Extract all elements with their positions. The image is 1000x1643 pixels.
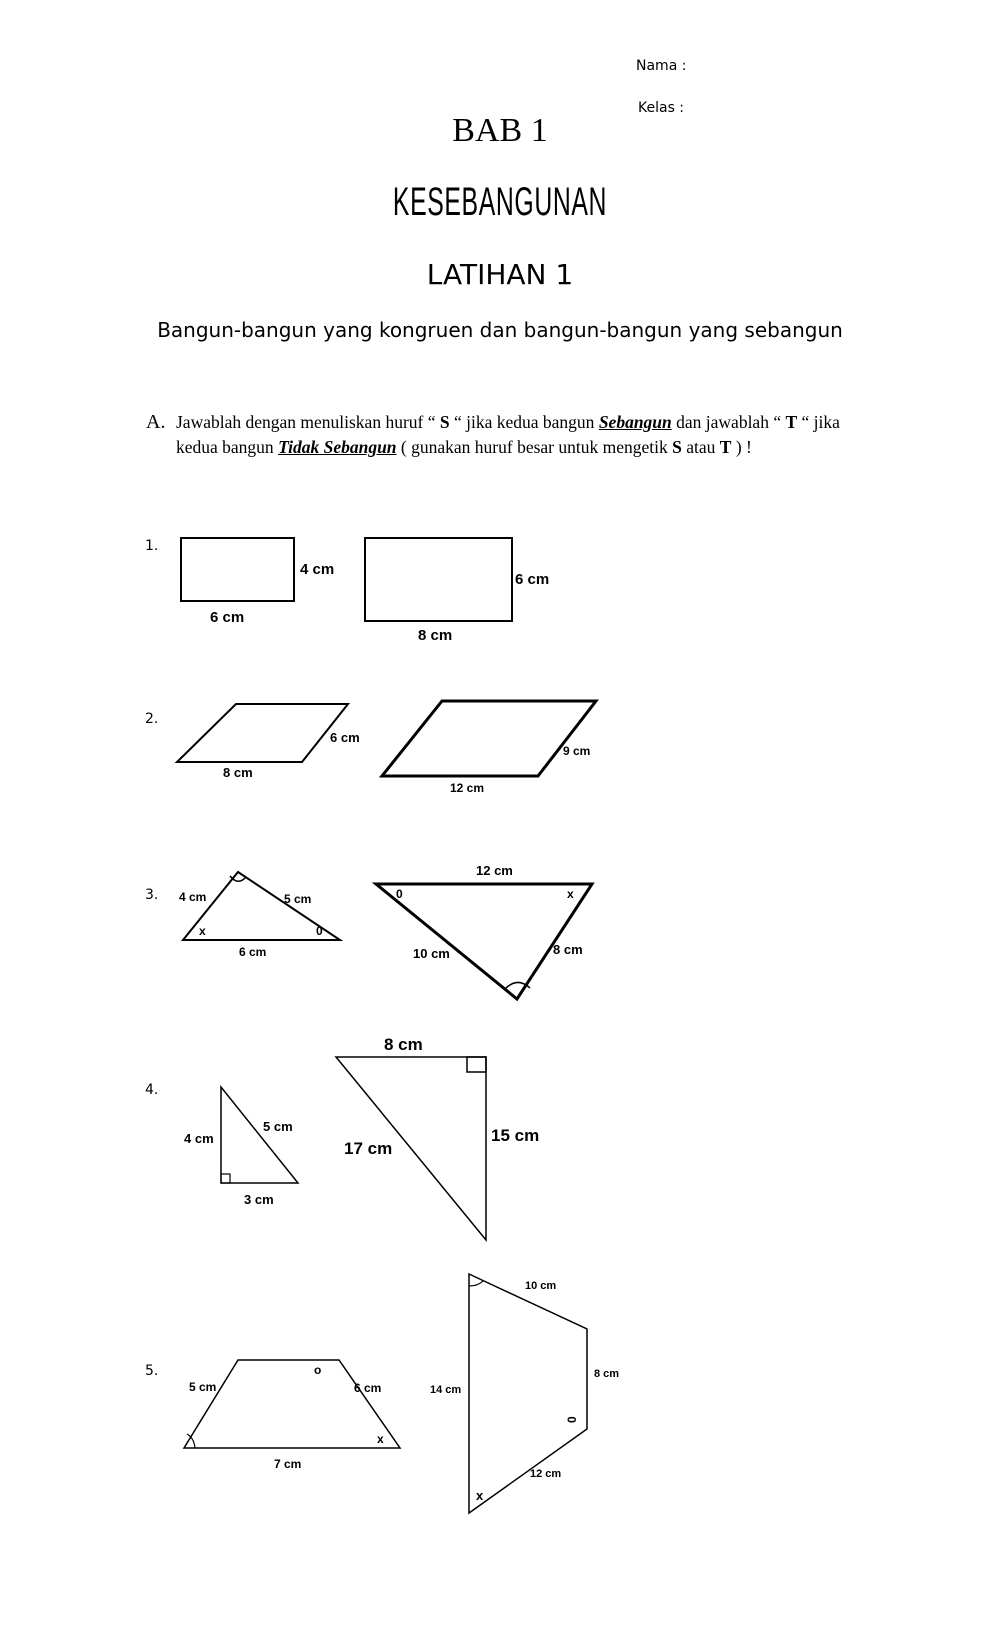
subtitle: Bangun-bangun yang kongruen dan bangun-bangun yang sebangun — [157, 318, 843, 342]
label-4cm: 4 cm — [184, 1131, 214, 1146]
angle-x-large: x — [567, 887, 574, 901]
angle-0-large: 0 — [396, 887, 403, 901]
problem-5-figures — [184, 1274, 619, 1513]
label-10cm: 10 cm — [525, 1280, 557, 1292]
label-4cm: 4 cm — [300, 561, 335, 578]
label-5cm: 5 cm — [284, 892, 312, 906]
section-letter: A. — [146, 411, 166, 433]
problem-2-figures — [177, 701, 596, 795]
problem-number-3: 3. — [145, 887, 159, 903]
label-14cm: 14 cm — [430, 1384, 462, 1396]
label-8cm: 8 cm — [418, 627, 453, 644]
label-6cm: 6 cm — [210, 609, 245, 626]
large-parallelogram — [382, 701, 596, 776]
problem-number-4: 4. — [145, 1082, 159, 1098]
label-9cm: 9 cm — [563, 744, 591, 758]
label-8cm: 8 cm — [223, 765, 253, 780]
angle-0: 0 — [316, 924, 323, 938]
small-parallelogram — [177, 704, 348, 762]
label-12cm: 12 cm — [450, 781, 485, 795]
label-6cm: 6 cm — [354, 1381, 382, 1395]
instruction-text: Jawablah dengan menuliskan huruf “ S “ jika kedua bangun Sebangun dan jawablah “ T “ jika kedua bangun Tidak Sebangun ( gunakan huruf besar untuk mengetik S atau T ) ! — [176, 412, 840, 457]
problem-4-figures — [184, 1035, 539, 1240]
label-12cm: 12 cm — [476, 863, 513, 878]
right-angle-mark-large — [467, 1057, 486, 1072]
angle-0: 0 — [565, 1416, 579, 1423]
kelas-label: Kelas : — [638, 100, 685, 116]
angle-x: x — [377, 1432, 384, 1446]
problem-3-figures — [179, 863, 592, 999]
problem-1-figures — [181, 538, 549, 644]
problem-number-5: 5. — [145, 1363, 159, 1379]
angle-x: x — [199, 924, 206, 938]
problem-number-1: 1. — [145, 538, 159, 554]
right-angle-mark — [221, 1174, 230, 1183]
label-8cm: 8 cm — [384, 1035, 423, 1054]
chapter-title: BAB 1 — [452, 112, 548, 149]
small-rectangle — [181, 538, 294, 601]
angle-arc-large — [469, 1281, 483, 1286]
label-6cm-b: 6 cm — [515, 571, 550, 588]
label-8cm: 8 cm — [594, 1368, 620, 1380]
angle-o: o — [314, 1363, 322, 1377]
label-6cm: 6 cm — [330, 730, 360, 745]
label-10cm: 10 cm — [413, 946, 450, 961]
small-trapezoid — [184, 1360, 400, 1448]
label-12cm: 12 cm — [530, 1468, 562, 1480]
tidak-sebangun-term: Tidak Sebangun — [278, 437, 397, 457]
large-trapezoid — [469, 1274, 587, 1513]
label-7cm: 7 cm — [274, 1457, 302, 1471]
label-5cm: 5 cm — [263, 1119, 293, 1134]
nama-label: Nama : — [636, 58, 687, 74]
topic-title: KESEBANGUNAN — [392, 180, 608, 224]
problem-number-2: 2. — [145, 711, 159, 727]
angle-x-large: x — [476, 1488, 484, 1503]
large-rectangle — [365, 538, 512, 621]
small-right-triangle — [221, 1087, 298, 1183]
label-6cm: 6 cm — [239, 945, 267, 959]
label-15cm: 15 cm — [491, 1126, 540, 1145]
sebangun-term: Sebangun — [598, 412, 672, 432]
label-5cm: 5 cm — [189, 1380, 217, 1394]
label-8cm: 8 cm — [553, 942, 583, 957]
label-4cm: 4 cm — [179, 890, 207, 904]
label-17cm: 17 cm — [344, 1139, 393, 1158]
exercise-title: LATIHAN 1 — [426, 258, 574, 291]
label-3cm: 3 cm — [244, 1192, 274, 1207]
